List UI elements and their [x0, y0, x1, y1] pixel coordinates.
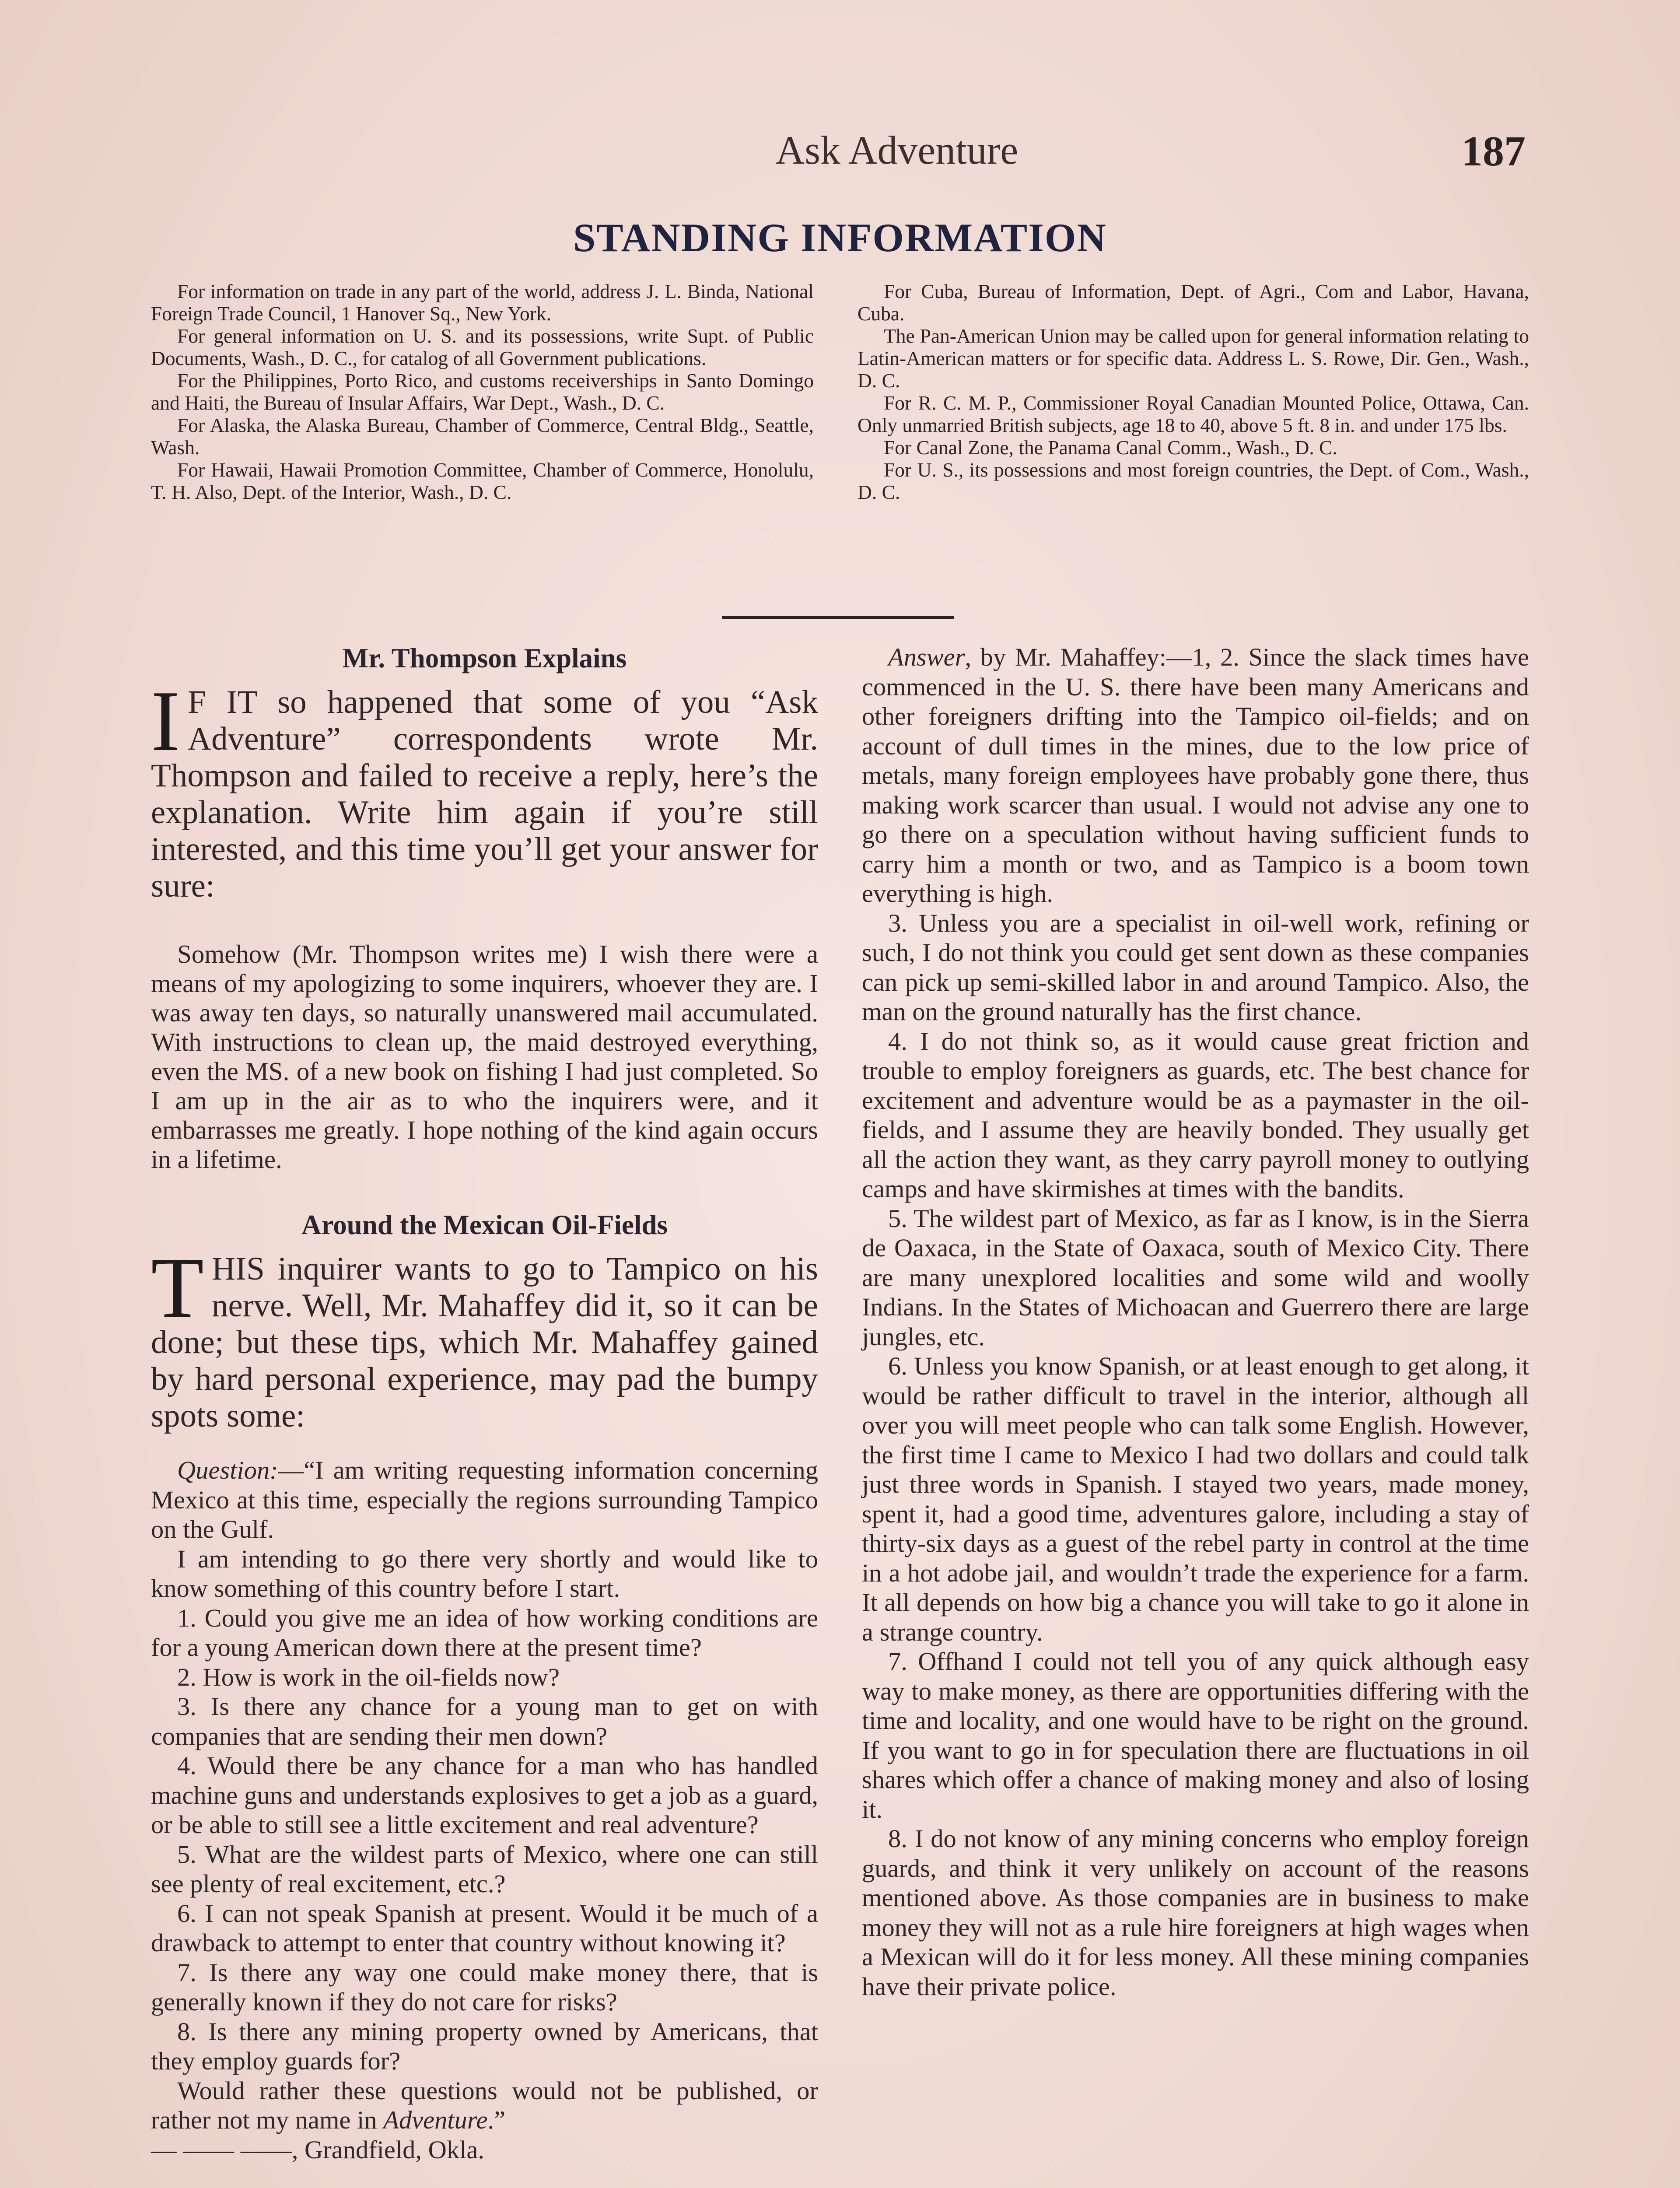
running-head: Ask Adventure	[775, 128, 1018, 172]
left-text-column	[151, 642, 818, 2164]
question-letter	[151, 1455, 818, 2164]
answer-paragraph: Answer, by Mr. Mahaffey:—1, 2. Since the slack times have commenced in the U. S. there have been many Americans and other foreigners drifting into the Tampico oil-fields; and on account of dull times in the mines, due to the low price of metals, many foreign employees have probably gone there, thus making work scarcer than usual. I would not advise any one to go there on a speculation without having sufficient funds to carry him a month or two, and as Tampico is a boom town everything is high.	[862, 643, 1529, 908]
standing-info-item: For Hawaii, Hawaii Promotion Committee, Chamber of Commerce, Honolulu, T. H. Also, Dept. of the Interior, Wash., D. C.	[151, 459, 814, 503]
answer-paragraph: 3. Unless you are a specialist in oil-well work, refining or such, I do not think you could get sent down as these companies can pick up semi-skilled labor in and around Tampico. Also, the man on the ground naturally has the first chance.	[862, 908, 1529, 1026]
question-paragraph: Question:—“I am writing requesting information concerning Mexico at this time, especially the regions surrounding Tampico on the Gulf.	[151, 1456, 818, 1543]
standing-info-item: For Canal Zone, the Panama Canal Comm., Wash., D. C.	[884, 436, 1337, 459]
article-heading: Mr. Thompson Explains	[342, 643, 627, 673]
answer-paragraph: 8. I do not know of any mining concerns who employ foreign guards, and think it very unlikely on account of the reasons mentioned above. As those companies are in business to make money they will not as a rule hire foreigners at high wages when a Mexican will do it for less money. All these mining companies have their private police.	[862, 1824, 1529, 2001]
page-number: 187	[1461, 128, 1526, 175]
question-paragraph: 2. How is work in the oil-fields now?	[177, 1662, 560, 1691]
question-label: Question:	[177, 1456, 278, 1484]
question-paragraph: 7. Is there any way one could make money there, that is generally known if they do not care for risks?	[151, 1958, 818, 2016]
standing-info-right-column	[858, 280, 1529, 503]
standing-info-item: For R. C. M. P., Commissioner Royal Canadian Mounted Police, Ottawa, Can. Only unmarried British subjects, age 18 to 40, above 5 ft. 8 in. and under 175 lbs.	[858, 392, 1529, 436]
question-paragraph: 1. Could you give me an idea of how working conditions are for a young American down there at the present time?	[151, 1603, 818, 1662]
standing-info-item: For Alaska, the Alaska Bureau, Chamber of Commerce, Central Bldg., Seattle, Wash.	[151, 414, 814, 459]
signature: — —— ——, Grandfield, Okla.	[151, 2135, 484, 2164]
standing-info-item: For U. S., its possessions and most foreign countries, the Dept. of Com., Wash., D. C.	[858, 459, 1529, 503]
article-lead	[151, 1240, 818, 1434]
question-paragraph: 4. Would there be any chance for a man who has handled machine guns and understands explosives to get a job as a guard, or be able to still see a little excitement and real adventure?	[151, 1751, 818, 1839]
standing-info-item: For Cuba, Bureau of Information, Dept. of Agri., Com and Labor, Havana, Cuba.	[858, 280, 1529, 325]
section-title: STANDING INFORMATION	[573, 215, 1107, 260]
right-text-column	[862, 642, 1529, 2001]
standing-info-item: For information on trade in any part of the world, address J. L. Binda, National Foreign Trade Council, 1 Hanover Sq., New York.	[151, 280, 814, 325]
quote-text: Somehow (Mr. Thompson writes me) I wish there were a means of my apologizing to some inquirers, whoever they are. I was away ten days, so naturally unanswered mail accumulated. With instructions to clean up, the maid destroyed everything, even the MS. of a new book on fishing I had just completed. So I am up in the air as to who the inquirers were, and it embarrasses me greatly. I hope nothing of the kind again occurs in a lifetime.	[151, 940, 818, 1174]
letter-quote	[151, 940, 818, 1174]
answer-paragraph: 6. Unless you know Spanish, or at least enough to get along, it would be rather difficult to travel in the interior, although all over you will meet people who can talk some English. However, the first time I came to Mexico I had two dollars and could talk just three words in Spanish. I stayed two years, made money, spent it, had a good time, adventures galore, including a stay of thirty-six days as a guest of the rebel party in control at the time in a hot adobe jail, and wouldn’t trade the experience for a farm. It all depends on how big a chance you will take to go it alone in a strange country.	[862, 1352, 1529, 1646]
standing-info-item: For general information on U. S. and its possessions, write Supt. of Public Documents, Wash., D. C., for catalog of all Government publications.	[151, 325, 814, 369]
answer-paragraph: 4. I do not think so, as it would cause great friction and trouble to employ foreigners as guards, etc. The best chance for excitement and adventure would be as a paymaster in the oil-fields, and I assume they are heavily bonded. They usually get all the action they want, as they carry payroll money to outlying camps and have skirmishes at times with the bandits.	[862, 1027, 1529, 1203]
standing-info-item: The Pan-American Union may be called upon for general information relating to Latin-American matters or for specific data. Address L. S. Rowe, Dir. Gen., Wash., D. C.	[858, 325, 1529, 392]
lead-text: HIS inquirer wants to go to Tampico on his nerve. Well, Mr. Mahaffey did it, so it can be done; but these tips, which Mr. Mahaffey gained by hard personal experience, may pad the bumpy spots some:	[151, 1251, 818, 1434]
question-paragraph: 5. What are the wildest parts of Mexico, where one can still see plenty of real excitement, etc.?	[151, 1840, 818, 1898]
section-divider	[722, 616, 954, 619]
answer-paragraph: 5. The wildest part of Mexico, as far as I know, is in the Sierra de Oaxaca, in the State of Oaxaca, south of Mexico City. There are many unexplored localities and some wild and woolly Indians. In the States of Michoacan and Guerrero there are large jungles, etc.	[862, 1204, 1529, 1351]
question-closing: Would rather these questions would not be published, or rather not my name in Adventure.”	[151, 2076, 818, 2134]
answer-label: Answer	[888, 643, 965, 671]
drop-cap: T	[151, 1240, 204, 1336]
lead-text: F IT so happened that some of you “Ask Adventure” correspondents wrote Mr. Thompson and failed to receive a reply, here’s the explanation. Write him again if you’re still interested, and this time you’ll get your answer for sure:	[151, 684, 818, 904]
drop-cap: I	[151, 673, 180, 769]
article-lead	[151, 673, 818, 905]
standing-info-item: For the Philippines, Porto Rico, and customs receiverships in Santo Domingo and Haiti, the Bureau of Insular Affairs, War Dept., Wash., D. C.	[151, 369, 814, 414]
question-paragraph: 3. Is there any chance for a young man to get on with companies that are sending their men down?	[151, 1692, 818, 1750]
standing-info-left-column	[151, 280, 814, 503]
article-heading: Around the Mexican Oil-Fields	[301, 1210, 668, 1240]
question-paragraph: I am intending to go there very shortly and would like to know something of this country before I start.	[151, 1544, 818, 1602]
question-paragraph: 6. I can not speak Spanish at present. Would it be much of a drawback to attempt to enter that country without knowing it?	[151, 1899, 818, 1957]
answer-paragraph: 7. Offhand I could not tell you of any quick although easy way to make money, as there are opportunities differing with the time and locality, and one would have to be right on the ground. If you want to go in for speculation there are fluctuations in oil shares which offer a chance of making money and also of losing it.	[862, 1647, 1529, 1823]
question-paragraph: 8. Is there any mining property owned by Americans, that they employ guards for?	[151, 2017, 818, 2075]
